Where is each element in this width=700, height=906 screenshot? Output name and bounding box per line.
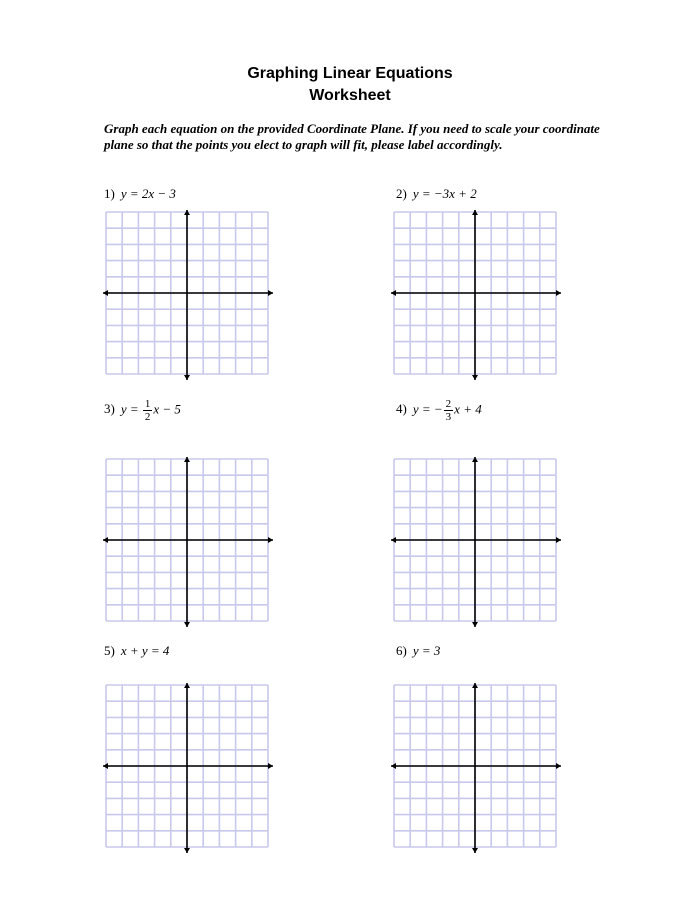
problem-1 (104, 186, 176, 202)
x-axis-arrow-right (556, 537, 561, 543)
grid-svg (391, 210, 561, 380)
equation: y = −3x + 2 (412, 186, 477, 201)
worksheet-title: Graphing Linear Equations (247, 65, 453, 82)
problem-number: 6) (396, 643, 407, 658)
equation: x + y = 4 (120, 643, 170, 658)
problem-number: 1) (104, 186, 115, 201)
coordinate-plane-2[interactable] (391, 210, 561, 380)
grid-svg (391, 683, 561, 853)
fraction-denominator: 3 (445, 411, 452, 423)
grid-svg (103, 457, 273, 627)
grid-svg (391, 457, 561, 627)
y-axis-arrow-down (184, 375, 190, 380)
problem-6 (396, 643, 440, 659)
fraction (143, 398, 153, 423)
fraction (444, 398, 454, 423)
coordinate-plane-1[interactable] (103, 210, 273, 380)
coordinate-plane-4[interactable] (391, 457, 561, 627)
instructions-text: Graph each equation on the provided Coordinate Plane. If you need to scale your coordinate plane so that the points you elect to graph will fit, please label accordingly. (104, 121, 600, 152)
equation: y = 2x − 3 (120, 186, 176, 201)
y-axis-arrow-down (472, 848, 478, 853)
worksheet-subtitle: Worksheet (309, 87, 391, 104)
problem-number: 2) (396, 186, 407, 201)
fraction-numerator: 2 (445, 398, 452, 410)
coordinate-plane-3[interactable] (103, 457, 273, 627)
equation: y = 3 (412, 643, 441, 658)
coordinate-plane-6[interactable] (391, 683, 561, 853)
coordinate-plane-5[interactable] (103, 683, 273, 853)
grid-svg (103, 210, 273, 380)
x-axis-arrow-right (556, 290, 561, 296)
x-axis-arrow-right (556, 763, 561, 769)
equation-start: y = − (412, 401, 443, 417)
problem-3 (104, 398, 181, 423)
y-axis-arrow-down (184, 622, 190, 627)
fraction-denominator: 2 (144, 411, 151, 423)
problem-number: 3) (104, 401, 115, 417)
problem-2 (396, 186, 477, 202)
fraction-numerator: 1 (144, 398, 151, 410)
equation-start: y = (120, 401, 139, 417)
x-axis-arrow-right (268, 290, 273, 296)
equation-end: x − 5 (153, 401, 181, 417)
problem-4 (396, 398, 482, 423)
x-axis-arrow-right (268, 537, 273, 543)
problem-number: 4) (396, 401, 407, 417)
y-axis-arrow-down (472, 375, 478, 380)
x-axis-arrow-right (268, 763, 273, 769)
problem-5 (104, 643, 169, 659)
equation-end: x + 4 (454, 401, 482, 417)
y-axis-arrow-down (184, 848, 190, 853)
y-axis-arrow-down (472, 622, 478, 627)
problem-number: 5) (104, 643, 115, 658)
grid-svg (103, 683, 273, 853)
